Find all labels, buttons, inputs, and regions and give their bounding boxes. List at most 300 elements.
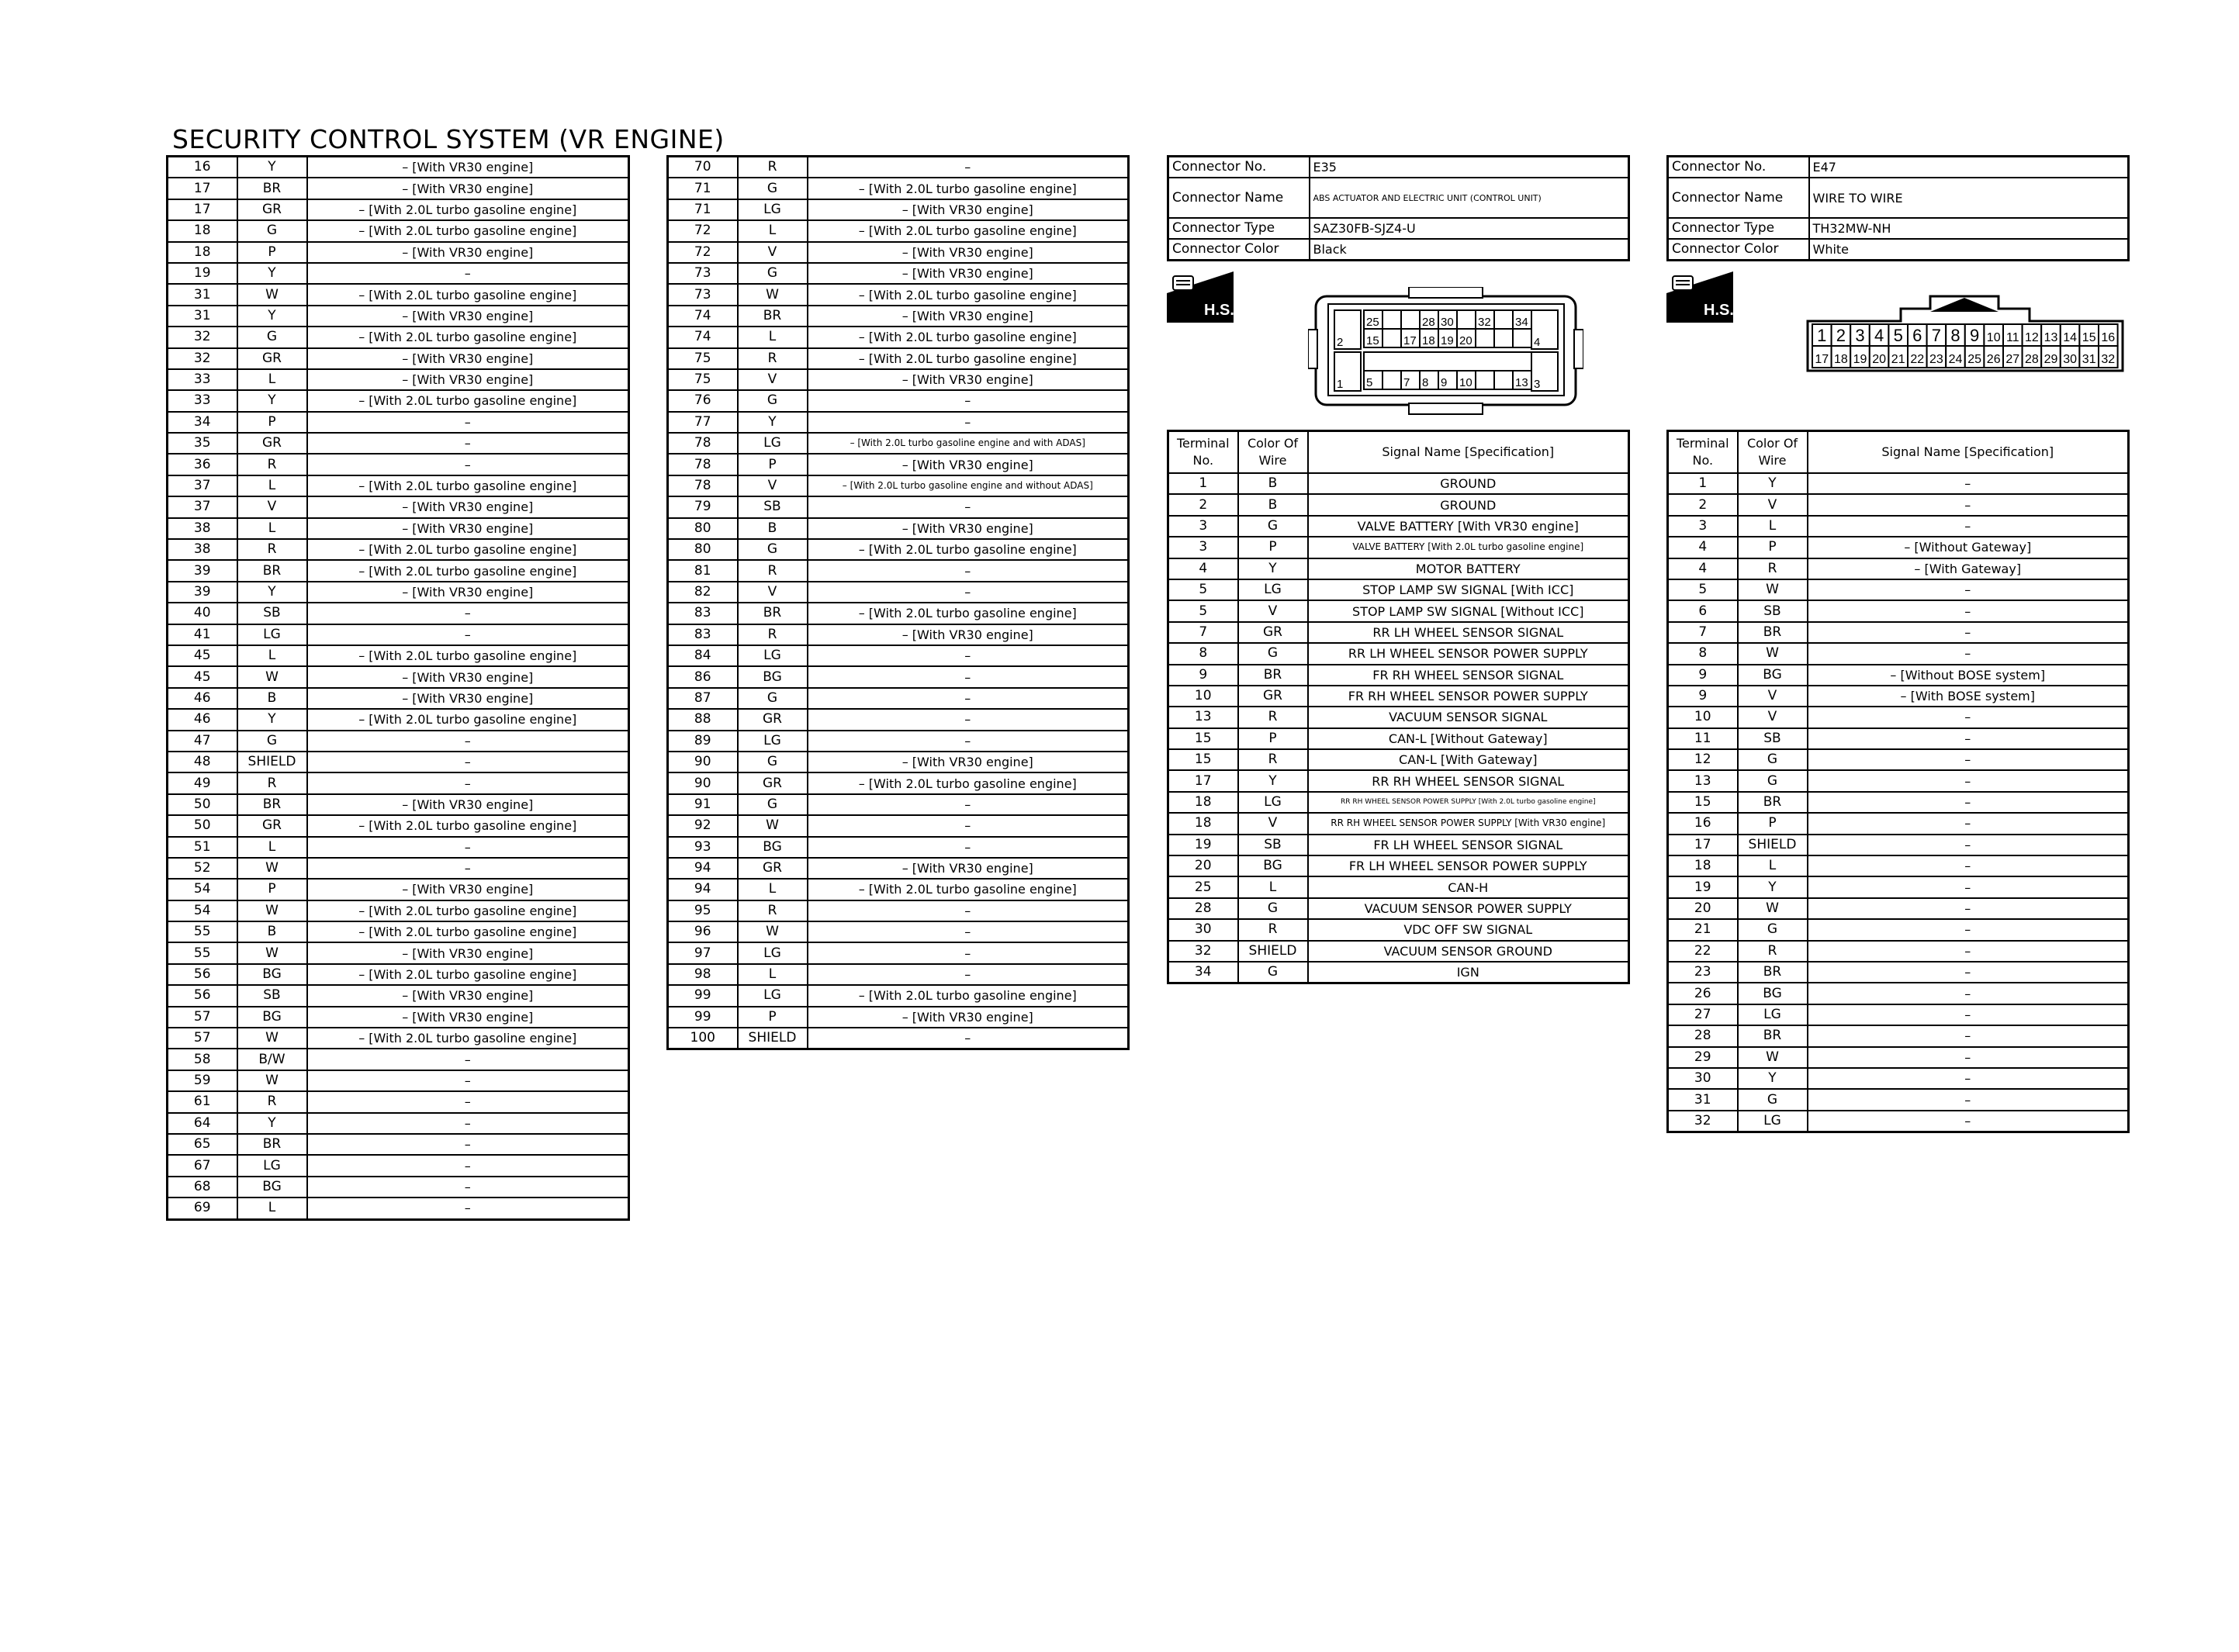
signal-name: – [With VR30 engine] [307, 942, 629, 963]
signal-name: – [307, 1113, 629, 1134]
wire-color: LG [738, 985, 808, 1006]
wire-color: R [738, 624, 808, 645]
wire-color: SB [1738, 728, 1808, 749]
table-row [668, 858, 1129, 879]
terminal-no: 82 [668, 582, 738, 603]
terminal-no: 80 [668, 518, 738, 539]
terminal-no: 51 [168, 837, 237, 858]
signal-name: STOP LAMP SW SIGNAL [With ICC] [1308, 579, 1629, 600]
signal-name: – [1808, 962, 2129, 983]
table-row [668, 242, 1129, 263]
wire-color: BG [738, 666, 808, 687]
signal-name: – [1808, 876, 2129, 897]
signal-name: – [808, 688, 1129, 709]
terminal-no: 16 [168, 157, 237, 178]
wire-color: LG [1738, 1111, 1808, 1132]
wire-color: GR [738, 772, 808, 793]
connector-name-label: Connector Name [1168, 178, 1310, 218]
table-row [1168, 494, 1629, 515]
wire-color: BR [237, 178, 307, 199]
wire-color: BG [237, 964, 307, 985]
terminal-no: 3 [1168, 516, 1238, 537]
signal-name: – [With 2.0L turbo gasoline engine] [307, 539, 629, 560]
terminal-no: 13 [1168, 707, 1238, 728]
wire-color: W [237, 1028, 307, 1049]
signal-name: – [With 2.0L turbo gasoline engine] [307, 645, 629, 666]
terminal-no: 1 [1168, 473, 1238, 494]
wire-color: W [237, 1070, 307, 1091]
signal-name: – [307, 1198, 629, 1219]
terminal-no: 58 [168, 1049, 237, 1070]
terminal-no: 31 [1668, 1089, 1738, 1110]
table-row [1668, 835, 2129, 855]
signal-name: – [808, 157, 1129, 178]
signal-name: – [With VR30 engine] [808, 858, 1129, 879]
terminal-no: 52 [168, 858, 237, 879]
wire-color: SHIELD [1238, 941, 1308, 962]
wire-color: G [738, 688, 808, 709]
table-row [168, 1049, 629, 1070]
table-row [168, 709, 629, 730]
signal-name: – [With VR30 engine] [307, 985, 629, 1006]
table-row [1668, 473, 2129, 494]
table-row [168, 942, 629, 963]
table-row [668, 284, 1129, 305]
signal-name: – [808, 645, 1129, 666]
table-header [1668, 431, 2129, 474]
pin-number: 19 [1441, 334, 1454, 347]
pin-number: 15 [2082, 331, 2096, 344]
wire-color: R [1238, 707, 1308, 728]
table-row [168, 603, 629, 624]
terminal-no: 32 [168, 327, 237, 347]
terminal-no: 90 [668, 772, 738, 793]
wire-color: G [738, 390, 808, 411]
signal-name: GROUND [1308, 494, 1629, 515]
pin-number: 15 [1366, 334, 1379, 347]
terminal-no: 26 [1668, 983, 1738, 1004]
signal-name: – [With VR30 engine] [808, 624, 1129, 645]
wire-color: V [738, 475, 808, 496]
table-row [668, 157, 1129, 178]
pin-number: 29 [2043, 353, 2058, 366]
table-row [668, 794, 1129, 815]
pin-number: 2 [1337, 336, 1344, 349]
wire-color: R [237, 1091, 307, 1112]
terminal-no: 8 [1168, 643, 1238, 664]
terminal-no: 2 [1168, 494, 1238, 515]
terminal-no: 15 [1168, 749, 1238, 770]
wire-color: Y [237, 390, 307, 411]
signal-name: RR LH WHEEL SENSOR POWER SUPPLY [1308, 643, 1629, 664]
terminal-no: 7 [1668, 622, 1738, 643]
table-row [668, 199, 1129, 220]
wire-color: V [237, 496, 307, 517]
table-row [1668, 1025, 2129, 1046]
table-row [168, 199, 629, 220]
wire-color: LG [1238, 579, 1308, 600]
hs-label: H.S. [1704, 302, 1733, 319]
connector-e47-info [1666, 155, 2130, 261]
connector-e35-pin-table [1167, 430, 1630, 984]
harness-pin-table-1 [166, 155, 630, 1221]
signal-name: – [With 2.0L turbo gasoline engine] [307, 327, 629, 347]
wire-color: G [1238, 643, 1308, 664]
table-row [1668, 898, 2129, 919]
wire-color: P [1238, 537, 1308, 558]
signal-name: STOP LAMP SW SIGNAL [Without ICC] [1308, 600, 1629, 621]
table-row [168, 1134, 629, 1155]
terminal-no: 99 [668, 985, 738, 1006]
pin-number: 28 [1422, 316, 1435, 329]
signal-name: – [307, 603, 629, 624]
wire-color: V [1238, 600, 1308, 621]
signal-name: – [808, 560, 1129, 581]
wire-color: R [738, 348, 808, 369]
table-row [168, 666, 629, 687]
wire-color: P [237, 879, 307, 900]
terminal-no: 97 [668, 942, 738, 963]
signal-name: FR RH WHEEL SENSOR SIGNAL [1308, 665, 1629, 686]
terminal-no: 50 [168, 794, 237, 815]
signal-name: – [307, 1070, 629, 1091]
terminal-no: 94 [668, 879, 738, 900]
table-row [1668, 579, 2129, 600]
pin-number: 6 [1912, 326, 1922, 345]
terminal-no: 28 [1168, 898, 1238, 919]
wire-color: BR [738, 306, 808, 327]
wire-color: GR [1238, 686, 1308, 707]
terminal-no: 95 [668, 900, 738, 921]
signal-name: – [1808, 473, 2129, 494]
wire-color: LG [738, 645, 808, 666]
terminal-no: 76 [668, 390, 738, 411]
table-row [168, 369, 629, 390]
terminal-no: 78 [668, 475, 738, 496]
wire-color: V [738, 369, 808, 390]
wire-color: R [237, 539, 307, 560]
pin-number: 1 [1337, 378, 1344, 391]
signal-name: – [307, 433, 629, 454]
terminal-no: 6 [1668, 600, 1738, 621]
wire-color: G [237, 220, 307, 241]
terminal-no: 20 [1168, 855, 1238, 876]
pin-number: 32 [2101, 353, 2116, 366]
table-row [668, 731, 1129, 752]
signal-name: – [1808, 983, 2129, 1004]
table-row [668, 454, 1129, 475]
signal-name: – [With VR30 engine] [307, 242, 629, 263]
table-row [1668, 1068, 2129, 1089]
hs-connector-icon [1167, 271, 1234, 326]
table-row [1668, 494, 2129, 515]
terminal-no: 2 [1668, 494, 1738, 515]
terminal-no: 35 [168, 433, 237, 454]
signal-name: – [With 2.0L turbo gasoline engine] [307, 900, 629, 921]
table-header [1168, 431, 1629, 474]
signal-name: – [808, 496, 1129, 517]
table-row [668, 900, 1129, 921]
pin-number: 20 [1459, 334, 1472, 347]
wire-color: B [1238, 494, 1308, 515]
signal-name-header: Signal Name [Specification] [1808, 431, 2129, 474]
wire-color: Y [1738, 1068, 1808, 1089]
terminal-no: 29 [1668, 1047, 1738, 1068]
signal-name: – [With 2.0L turbo gasoline engine] [808, 348, 1129, 369]
terminal-no: 39 [168, 560, 237, 581]
terminal-no: 25 [1168, 876, 1238, 897]
connector-e47-pin-table [1666, 430, 2130, 1133]
terminal-no: 69 [168, 1198, 237, 1219]
page-title: SECURITY CONTROL SYSTEM (VR ENGINE) [172, 124, 725, 154]
terminal-no: 9 [1668, 665, 1738, 686]
signal-name: FR LH WHEEL SENSOR POWER SUPPLY [1308, 855, 1629, 876]
terminal-no: 10 [1668, 707, 1738, 728]
pin-cavity [1383, 310, 1401, 329]
signal-name: – [With 2.0L turbo gasoline engine] [307, 284, 629, 305]
table-row [1668, 516, 2129, 537]
terminal-no: 93 [668, 837, 738, 858]
terminal-no: 13 [1668, 770, 1738, 791]
terminal-no: 59 [168, 1070, 237, 1091]
table-row [168, 582, 629, 603]
terminal-no: 80 [668, 539, 738, 560]
signal-name: – [808, 964, 1129, 985]
table-row [1168, 707, 1629, 728]
wire-color: BR [1238, 665, 1308, 686]
wire-color: L [1238, 876, 1308, 897]
signal-name: – [With 2.0L turbo gasoline engine] [808, 539, 1129, 560]
pin-number: 32 [1478, 316, 1491, 329]
table-row [668, 985, 1129, 1006]
table-row [168, 178, 629, 199]
pin-number: 19 [1853, 353, 1867, 366]
signal-name: VALVE BATTERY [With 2.0L turbo gasoline engine] [1308, 537, 1629, 558]
terminal-no: 48 [168, 752, 237, 772]
table-row [1668, 1111, 2129, 1132]
wire-color: G [738, 178, 808, 199]
terminal-no: 89 [668, 731, 738, 752]
terminal-no: 96 [668, 921, 738, 942]
signal-name: VACUUM SENSOR POWER SUPPLY [1308, 898, 1629, 919]
wire-color: R [1238, 749, 1308, 770]
table-row [168, 752, 629, 772]
pin-number: 27 [2005, 353, 2020, 366]
signal-name: – [808, 412, 1129, 433]
terminal-no: 33 [168, 369, 237, 390]
wire-color: W [738, 921, 808, 942]
signal-name: IGN [1308, 962, 1629, 983]
table-row [1668, 941, 2129, 962]
wire-color: GR [738, 858, 808, 879]
signal-name: – [With VR30 engine] [307, 369, 629, 390]
wire-color: Y [1238, 558, 1308, 579]
pin-cavity [1494, 371, 1513, 389]
pin-number: 9 [1441, 376, 1448, 389]
signal-name: – [With VR30 engine] [808, 454, 1129, 475]
signal-name: – [With 2.0L turbo gasoline engine] [307, 921, 629, 942]
table-row [1168, 622, 1629, 643]
connector-color-label: Connector Color [1668, 239, 1809, 261]
wire-color: BR [1738, 962, 1808, 983]
wire-color: BG [237, 1007, 307, 1028]
table-row [1668, 919, 2129, 940]
signal-name: – [808, 390, 1129, 411]
wire-color: V [1738, 686, 1808, 707]
table-row [668, 518, 1129, 539]
terminal-no: 17 [1168, 770, 1238, 791]
table-row [668, 539, 1129, 560]
table-row [1168, 537, 1629, 558]
wire-color: L [237, 837, 307, 858]
wire-color: W [1738, 1047, 1808, 1068]
signal-name: – [1808, 898, 2129, 919]
wire-color: Y [1738, 876, 1808, 897]
wire-color: G [1738, 919, 1808, 940]
signal-name: – [With VR30 engine] [307, 794, 629, 815]
table-row [668, 964, 1129, 985]
signal-name: – [1808, 792, 2129, 813]
pin-number: 11 [2005, 331, 2019, 344]
table-row [168, 327, 629, 347]
table-row [168, 1177, 629, 1198]
terminal-no: 32 [168, 348, 237, 369]
signal-name: FR RH WHEEL SENSOR POWER SUPPLY [1308, 686, 1629, 707]
signal-name: – [With VR30 engine] [307, 348, 629, 369]
wire-color: LG [738, 433, 808, 454]
signal-name: – [307, 1155, 629, 1176]
terminal-no: 64 [168, 1113, 237, 1134]
wire-color: B/W [237, 1049, 307, 1070]
pin-number: 5 [1366, 376, 1373, 389]
signal-name: – [1808, 622, 2129, 643]
signal-name: – [With VR30 engine] [307, 688, 629, 709]
terminal-no: 84 [668, 645, 738, 666]
table-row [168, 1070, 629, 1091]
signal-name: FR LH WHEEL SENSOR SIGNAL [1308, 835, 1629, 855]
terminal-no: 78 [668, 433, 738, 454]
table-row [168, 879, 629, 900]
signal-name: – [307, 1091, 629, 1112]
signal-name: – [With 2.0L turbo gasoline engine] [808, 985, 1129, 1006]
signal-name: – [1808, 707, 2129, 728]
table-row [1168, 855, 1629, 876]
terminal-no: 40 [168, 603, 237, 624]
signal-name: – [307, 412, 629, 433]
terminal-no: 61 [168, 1091, 237, 1112]
terminal-no: 32 [1168, 941, 1238, 962]
terminal-no: 41 [168, 624, 237, 645]
table-row [1168, 749, 1629, 770]
wire-color: SB [237, 603, 307, 624]
terminal-no: 50 [168, 815, 237, 836]
signal-name: RR RH WHEEL SENSOR POWER SUPPLY [With 2.0L turbo gasoline engine] [1308, 792, 1629, 813]
hs-connector-icon [1666, 271, 1733, 326]
signal-name: – [With VR30 engine] [808, 199, 1129, 220]
wire-color: W [237, 858, 307, 879]
signal-name: – [Without BOSE system] [1808, 665, 2129, 686]
terminal-no: 54 [168, 900, 237, 921]
terminal-no: 30 [1668, 1068, 1738, 1089]
wire-color: G [738, 263, 808, 284]
table-row [1168, 898, 1629, 919]
wire-color-header: Color Of Wire [1238, 431, 1308, 474]
table-row [668, 369, 1129, 390]
table-row [168, 1113, 629, 1134]
terminal-no: 18 [1168, 792, 1238, 813]
signal-name: – [With VR30 engine] [808, 518, 1129, 539]
pin-number: 2 [1836, 326, 1846, 345]
wire-color: BG [738, 837, 808, 858]
wire-color: W [738, 815, 808, 836]
signal-name: – [307, 858, 629, 879]
pin-number: 9 [1969, 326, 1980, 345]
pin-number: 7 [1931, 326, 1942, 345]
pin-cavity [1513, 329, 1531, 347]
signal-name: – [1808, 941, 2129, 962]
signal-name: RR RH WHEEL SENSOR POWER SUPPLY [With VR30 engine] [1308, 813, 1629, 834]
table-row [668, 220, 1129, 241]
wire-color: LG [1738, 1004, 1808, 1025]
pin-number: 31 [2082, 353, 2096, 366]
pin-number: 30 [2063, 353, 2077, 366]
pin-cavity [1383, 371, 1401, 389]
terminal-no: 71 [668, 199, 738, 220]
wire-color: W [1738, 643, 1808, 664]
table-row [668, 942, 1129, 963]
signal-name: – [With 2.0L turbo gasoline engine] [808, 327, 1129, 347]
signal-name: – [808, 709, 1129, 730]
terminal-no: 45 [168, 666, 237, 687]
terminal-no: 54 [168, 879, 237, 900]
table-row [168, 688, 629, 709]
pin-number: 3 [1534, 378, 1541, 391]
terminal-no: 17 [1668, 835, 1738, 855]
table-row [668, 645, 1129, 666]
wire-color: B [237, 921, 307, 942]
wire-color: W [237, 284, 307, 305]
connector-color-label: Connector Color [1168, 239, 1310, 261]
table-row [168, 772, 629, 793]
table-row [1168, 643, 1629, 664]
wire-color: V [738, 582, 808, 603]
pin-number: 8 [1950, 326, 1960, 345]
wire-color: L [237, 475, 307, 496]
signal-name: CAN-H [1308, 876, 1629, 897]
signal-name: – [307, 837, 629, 858]
wire-color: W [738, 284, 808, 305]
terminal-no: 18 [1668, 855, 1738, 876]
signal-name: MOTOR BATTERY [1308, 558, 1629, 579]
wire-color: GR [237, 815, 307, 836]
terminal-no: 78 [668, 454, 738, 475]
table-row [1168, 600, 1629, 621]
terminal-no: 55 [168, 942, 237, 963]
wire-color: SHIELD [237, 752, 307, 772]
signal-name: VALVE BATTERY [With VR30 engine] [1308, 516, 1629, 537]
terminal-no: 99 [668, 1007, 738, 1028]
wire-color: L [237, 1198, 307, 1219]
table-row [1168, 473, 1629, 494]
signal-name: – [With VR30 engine] [307, 879, 629, 900]
wire-color: B [237, 688, 307, 709]
wire-color: BR [738, 603, 808, 624]
signal-name: – [808, 1028, 1129, 1049]
terminal-no: 34 [168, 412, 237, 433]
pin-cavity [1401, 310, 1420, 329]
table-row [168, 284, 629, 305]
wire-color: LG [237, 1155, 307, 1176]
